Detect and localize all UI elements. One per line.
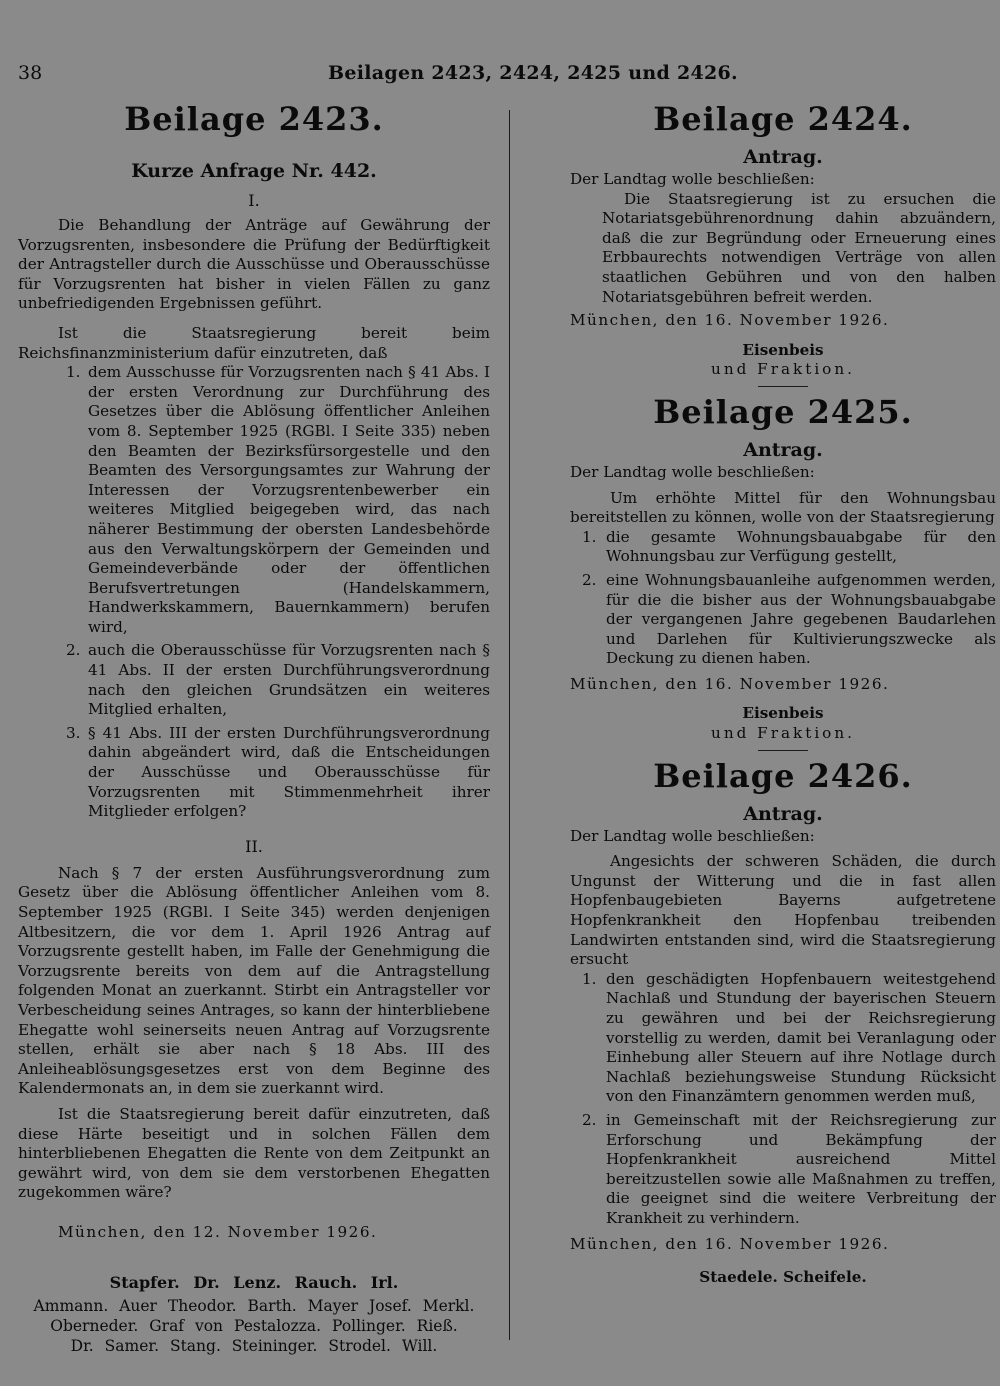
date-line: München, den 16. November 1926. xyxy=(570,674,890,693)
running-head xyxy=(18,62,990,86)
date-line: München, den 16. November 1926. xyxy=(570,1234,890,1253)
intro-line: Der Landtag wolle beschließen: xyxy=(570,170,815,188)
beilage-2424-title: Beilage 2424. xyxy=(653,100,913,138)
section-two-heading: II. xyxy=(245,836,263,856)
request-list xyxy=(18,363,490,822)
column-divider xyxy=(509,110,510,1340)
list-number: 2. xyxy=(66,641,81,660)
list-item xyxy=(570,528,996,567)
intro-line: Der Landtag wolle beschließen: xyxy=(570,826,815,845)
list-number: 3. xyxy=(66,723,81,742)
motion-text: Die Staatsregierung ist zu ersuchen die Notariatsgebührenordnung dahin abzuändern, daß die zur Begründung oder Erneuerung eines Erbbaurechts notwendigen Verträge von allen staatlichen Gebühren und von den halben Notariatsgebühren befreit werden. xyxy=(602,189,996,306)
list-text: § 41 Abs. III der ersten Durchführungsverordnung dahin abgeändert wird, daß die Entscheidungen der Ausschüsse und Oberausschüsse für Vorzugsrenten mit Stimmenmehrheit ihrer Mitglieder erfolgen? xyxy=(88,723,490,821)
motion-list xyxy=(570,528,996,669)
left-column xyxy=(18,100,490,1356)
list-text: dem Ausschusse für Vorzugsrenten nach § 41 Abs. I der ersten Verordnung zur Durchführung des Gesetzes über die Ablösung öffentlicher Anleihen vom 8. September 1925 (RGBl. I Seite 335) neben den Beamten der Bezirksfürsorgestelle und den Beamten des Versorgungsamtes zur Wahrung der Interessen der Vorzugsrentenbewerber ein weiteres Mitglied beigegeben wird, das nach näherer Bestimmung der obersten Landesbehörde aus den Verwaltungskörpern der Gemeinden und Gemeindeverbände oder der öffentlichen Berufsvertretungen (Handelskammern, Handwerkskammern, Bauernkammern) berufen wird, xyxy=(88,363,490,636)
antrag-heading: Antrag. xyxy=(743,802,823,825)
beilage-2423-title: Beilage 2423. xyxy=(124,100,384,138)
list-number: 2. xyxy=(582,570,597,589)
paragraph-2: Ist die Staatsregierung bereit beim Reichsfinanzministerium dafür einzutreten, daß xyxy=(18,323,490,362)
list-item xyxy=(18,641,490,719)
paragraph-4: Ist die Staatsregierung bereit dafür einzutreten, daß diese Härte beseitigt und in solchen Fällen dem hinterbliebenen Ehegatten die Rente von dem Zeitpunkt an gewährt wird, von dem sie dem verstorbenen Ehegatten zugekommen wäre? xyxy=(18,1104,490,1202)
right-column xyxy=(570,100,996,1288)
signature-name: Eisenbeis xyxy=(742,704,824,723)
signers-lead: Stapfer. Dr. Lenz. Rauch. Irl. xyxy=(109,1272,399,1292)
section-separator xyxy=(758,386,808,387)
signature-group: und Fraktion. xyxy=(711,360,855,379)
signers-line: Dr. Samer. Stang. Steininger. Strodel. Will. xyxy=(70,1337,438,1356)
paragraph-1: Die Behandlung der Anträge auf Gewährung der Vorzugsrenten, insbesondere die Prüfung der Bedürftigkeit der Antragsteller durch die Ausschüsse und Oberausschüsse für Vorzugsrenten hat bisher in vielen Fällen zu ganz unbefriedigenden Ergebnissen geführt. xyxy=(18,216,490,313)
list-item xyxy=(18,724,490,822)
beilage-2425-title: Beilage 2425. xyxy=(653,392,913,431)
antrag-heading: Antrag. xyxy=(743,438,823,461)
list-item xyxy=(570,571,996,669)
motion-text: Angesichts der schweren Schäden, die durch Ungunst der Witterung und die in fast allen Hopfenbaugebieten Bayerns aufgetretene Hopfenkrankheit den Hopfenbau treibenden Landwirten entstanden sind, wird die Staatsregierung ersucht xyxy=(570,852,996,969)
list-text: die gesamte Wohnungsbauabgabe für den Wohnungsbau zur Verfügung gestellt, xyxy=(606,527,996,566)
paragraph-3: Nach § 7 der ersten Ausführungsverordnung zum Gesetz über die Ablösung öffentlicher Anleihen vom 8. September 1925 (RGBl. I Seite 345) werden denjenigen Altbesitzern, die vor dem 1. April 1926 Antrag auf Vorzugsrente gestellt haben, im Falle der Genehmigung die Vorzugsrente bereits von dem auf die Antragstellung folgenden Monat an zuerkannt. Stirbt ein Antragsteller vor Verbescheidung seines Antrages, so kann der hinterbliebene Ehegatte wohl seinerseits neuen Antrag auf Vorzugsrente stellen, erhält sie aber nach § 18 Abs. III des Anleiheablösungsgesetzes erst von dem Beginne des Kalendermonats an, in dem sie zuerkannt wird. xyxy=(18,863,490,1098)
signers-line: Oberneder. Graf von Pestalozza. Pollinger. Rieß. xyxy=(50,1317,458,1336)
list-text: eine Wohnungsbauanleihe aufgenommen werden, für die die bisher aus der Wohnungsbauabgabe der vergangenen Jahre gegebenen Baudarlehen und Darlehen für Kultivierungszwecke als Deckung zu dienen haben. xyxy=(606,570,996,668)
list-number: 1. xyxy=(582,527,597,546)
beilage-2426-title: Beilage 2426. xyxy=(653,756,913,795)
list-item xyxy=(570,970,996,1107)
signers-line: Ammann. Auer Theodor. Barth. Mayer Josef. Merkl. xyxy=(33,1297,475,1316)
signature-name: Eisenbeis xyxy=(742,340,824,359)
signature-group: und Fraktion. xyxy=(711,724,855,743)
list-number: 1. xyxy=(66,363,81,382)
kurze-anfrage-title: Kurze Anfrage Nr. 442. xyxy=(131,160,377,182)
list-number: 2. xyxy=(582,1110,597,1129)
page-number: 38 xyxy=(18,62,43,84)
list-item xyxy=(570,1111,996,1229)
section-separator xyxy=(758,750,808,751)
date-line: München, den 16. November 1926. xyxy=(570,311,890,330)
list-text: den geschädigten Hopfenbauern weitestgehend Nachlaß und Stundung der bayerischen Steuern zu gewähren und bei der Reichsregierung vorstellig zu werden, damit bei Veranlagung oder Einhebung aller Steuern auf ihre Notlage durch Nachlaß beziehungsweise Stundung Rücksicht von den Finanzämtern genommen werden muß, xyxy=(606,969,996,1106)
motion-list xyxy=(570,970,996,1229)
list-text: auch die Oberausschüsse für Vorzugsrenten nach § 41 Abs. II der ersten Durchführungsverordnung nach den gleichen Grundsätzen ein weiteres Mitglied erhalten, xyxy=(88,641,490,719)
list-text: in Gemeinschaft mit der Reichsregierung zur Erforschung und Bekämpfung der Hopfenkrankheit ausreichend Mittel bereitzustellen sowie alle Maßnahmen zu treffen, die geeignet sind die weitere Verbreitung der Krankheit zu verhindern. xyxy=(606,1110,996,1227)
antrag-heading: Antrag. xyxy=(743,146,823,168)
list-number: 1. xyxy=(582,969,597,988)
signature-names: Staedele. Scheifele. xyxy=(699,1268,867,1287)
date-line: München, den 12. November 1926. xyxy=(58,1222,378,1241)
motion-text: Um erhöhte Mittel für den Wohnungsbau bereitstellen zu können, wolle von der Staatsregierung xyxy=(570,488,996,527)
section-one-heading: I. xyxy=(248,191,260,210)
intro-line: Der Landtag wolle beschließen: xyxy=(570,462,815,481)
list-item xyxy=(18,363,490,637)
running-title: Beilagen 2423, 2424, 2425 und 2426. xyxy=(328,62,738,84)
